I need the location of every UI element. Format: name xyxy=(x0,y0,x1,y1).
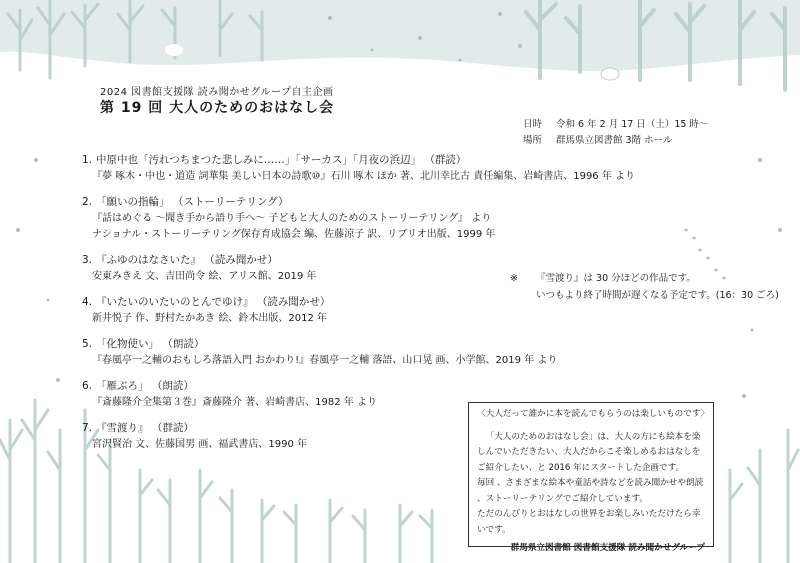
item-source: 『夢 啄木・中也・道造 詞華集 美しい日本の詩歌⑩』石川 啄木 ほか 著、北川幸比古 責任編集、岩崎書店、1996 年 より xyxy=(92,171,636,182)
item-number: 2. xyxy=(82,196,93,208)
note-line-2: いつもより終了時間が遅くなる予定です。(16：30 ごろ) xyxy=(536,290,779,301)
item-source: 宮沢賢治 文、佐藤国男 画、福武書店、1990 年 xyxy=(92,439,307,450)
event-date-row xyxy=(523,117,708,133)
item-source: 『春風亭一之輔のおもしろ落語入門 おかわり!』春風亭一之輔 落語、山口晃 画、小学館、2019 年 より xyxy=(92,355,558,366)
item-title: 「願いの指輪」 xyxy=(96,196,170,208)
duration-note xyxy=(510,270,779,304)
about-paragraph-2: 毎回 、さまざまな絵本や童話や詩などを読み聞かせや朗読 、ストーリーテリングでご紹介しています。 xyxy=(477,478,704,504)
item-title: 「雁ぶろ」 xyxy=(96,380,149,392)
item-source: 『話はめぐる ～聞き手から語り手へ～ 子どもと大人のためのストーリーテリング』 より xyxy=(92,213,492,224)
item-mode: （朗読） xyxy=(162,338,205,350)
event-info xyxy=(523,117,708,149)
item-number: 5. xyxy=(82,338,93,350)
event-organizer-line: 2024 図書館支援隊 読み聞かせグループ自主企画 xyxy=(100,87,334,98)
date-value: 令和 6 年 2 月 17 日（土）15 時～ xyxy=(556,119,709,130)
program-item-2 xyxy=(82,194,722,243)
item-mode: （読み聞かせ） xyxy=(256,296,331,308)
item-title: 中原中也「汚れつちまつた悲しみに……」「サーカス」「月夜の浜辺」 xyxy=(96,154,422,166)
date-label: 日時 xyxy=(523,119,543,130)
item-number: 4. xyxy=(82,296,93,308)
item-mode: （朗読） xyxy=(151,380,194,392)
item-mode: （群読） xyxy=(424,154,467,166)
item-title: 『ふゆのはなさいた』 xyxy=(96,254,201,266)
item-number: 6. xyxy=(82,380,93,392)
about-box xyxy=(468,402,714,553)
note-mark: ※ xyxy=(510,273,518,284)
item-title: 『雪渡り』 xyxy=(96,422,149,434)
item-source: ナショナル・ストーリーテリング保存育成協会 編、佐藤涼子 訳、リブリオ出版、1999 年 xyxy=(92,229,496,240)
event-title: 第 19 回 大人のためのおはなし会 xyxy=(100,100,335,116)
item-source: 安東みきえ 文、吉田尚令 絵、アリス館、2019 年 xyxy=(92,271,317,282)
item-number: 1. xyxy=(82,154,93,166)
item-mode: （ストーリーテリング） xyxy=(172,196,289,208)
program-item-1 xyxy=(82,152,722,185)
about-paragraph-1: 「大人のためのおはなし会」は、大人の方にも絵本を楽しんでいただきたい、大人だからこそ楽しめるおはなしをご紹介したい、と 2016 年にスタートした企画です。 xyxy=(477,431,701,473)
item-mode: （読み聞かせ） xyxy=(204,254,278,266)
about-signature: 群馬県立図書館 図書館支援隊 読み聞かせグループ xyxy=(510,543,705,553)
venue-label: 場所 xyxy=(523,135,543,146)
program-item-5 xyxy=(82,336,722,369)
item-source: 新井悦子 作、野村たかあき 絵、鈴木出版、2012 年 xyxy=(92,313,327,324)
about-paragraph-3: ただのんびりとおはなしの世界をお楽しみいただけたら幸いです。 xyxy=(477,509,701,535)
item-mode: （群読） xyxy=(151,422,194,434)
event-venue-row xyxy=(523,133,708,149)
item-number: 3. xyxy=(82,254,93,266)
note-line-1: 『雪渡り』は 30 分ほどの作品です。 xyxy=(536,273,696,284)
item-title: 『いたいのいたいのとんでゆけ』 xyxy=(96,296,254,308)
item-number: 7. xyxy=(82,422,93,434)
item-title: 「化物使い」 xyxy=(96,338,159,350)
about-box-title: 〈大人だって誰かに本を読んでもらうのは楽しいものです〉 xyxy=(477,409,710,419)
item-source: 『斎藤隆介全集第３巻』斎藤隆介 著、岩崎書店、1982 年 より xyxy=(92,397,377,408)
venue-value: 群馬県立図書館 3階 ホール xyxy=(556,135,673,146)
